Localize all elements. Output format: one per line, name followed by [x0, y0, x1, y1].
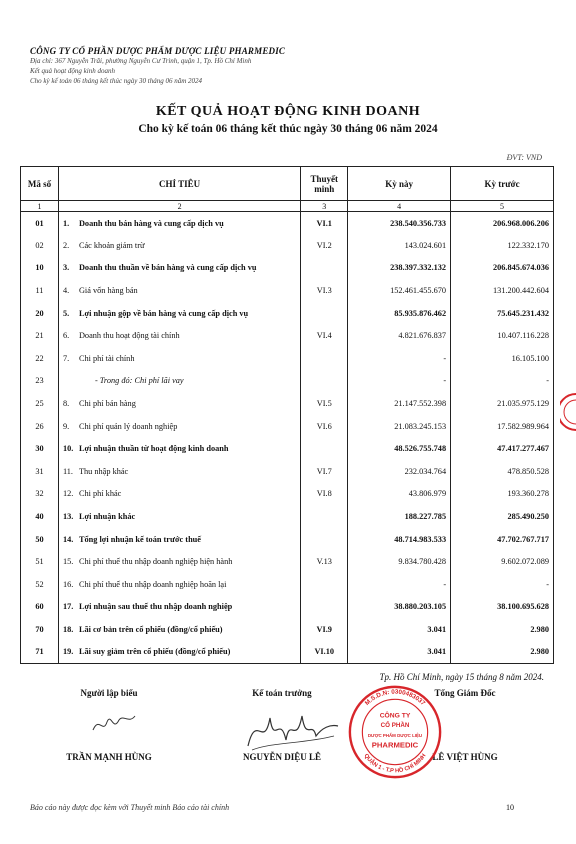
row-item	[58, 347, 300, 370]
title-block	[0, 104, 576, 135]
table-row	[21, 460, 554, 483]
currency-unit: ĐVT: VND	[506, 153, 542, 162]
col-number: 5	[451, 201, 554, 212]
row-current: 38.880.203.105	[348, 596, 451, 619]
preparer-role: Người lập biểu	[80, 688, 138, 698]
row-previous: 206.845.674.036	[451, 257, 554, 280]
place-date: Tp. Hồ Chí Minh, ngày 15 tháng 8 năm 2024.	[379, 672, 544, 682]
row-code: 70	[21, 618, 59, 641]
preparer-name: TRẦN MẠNH HÙNG	[66, 752, 152, 762]
row-previous: 122.332.170	[451, 234, 554, 257]
row-previous: 131.200.442.604	[451, 279, 554, 302]
row-note	[301, 257, 348, 280]
row-previous: 10.407.116.228	[451, 324, 554, 347]
header-note: Thuyết minh	[301, 167, 348, 201]
row-current: 152.461.455.670	[348, 279, 451, 302]
row-code: 25	[21, 392, 59, 415]
row-item	[58, 302, 300, 325]
table-row	[21, 415, 554, 438]
row-code: 60	[21, 596, 59, 619]
row-current: 43.806.979	[348, 483, 451, 506]
row-current: -	[348, 370, 451, 393]
row-number: 16.	[62, 579, 74, 589]
row-current: 3.041	[348, 618, 451, 641]
accountant-signature-image	[242, 706, 342, 754]
row-code: 71	[21, 641, 59, 664]
table-row	[21, 257, 554, 280]
row-item	[58, 596, 300, 619]
svg-text:CỔ PHẦN: CỔ PHẦN	[380, 722, 410, 730]
row-item	[58, 234, 300, 257]
row-label: - Trong đó: Chi phí lãi vay	[94, 376, 184, 386]
row-previous: 75.645.231.432	[451, 302, 554, 325]
row-previous: 9.602.072.089	[451, 550, 554, 573]
row-previous: 16.105.100	[451, 347, 554, 370]
row-item	[58, 505, 300, 528]
row-current: 143.024.601	[348, 234, 451, 257]
row-note: VI.10	[301, 641, 348, 664]
row-code: 32	[21, 483, 59, 506]
row-note: VI.6	[301, 415, 348, 438]
row-note	[301, 347, 348, 370]
row-note	[301, 596, 348, 619]
row-code: 26	[21, 415, 59, 438]
row-number: 3.	[62, 263, 70, 273]
row-current: -	[348, 573, 451, 596]
row-number: 12.	[62, 489, 74, 499]
table-row	[21, 618, 554, 641]
svg-text:PHARMEDIC: PHARMEDIC	[371, 740, 419, 750]
row-current: 85.935.876.462	[348, 302, 451, 325]
row-code: 23	[21, 370, 59, 393]
row-item	[58, 437, 300, 460]
row-number: 1.	[62, 218, 70, 228]
row-item	[58, 550, 300, 573]
row-current: -	[348, 347, 451, 370]
row-note: VI.2	[301, 234, 348, 257]
row-label: Chi phí thuế thu nhập doanh nghiệp hiện hành	[78, 557, 233, 567]
row-note: VI.4	[301, 324, 348, 347]
row-number: 11.	[62, 466, 74, 476]
row-note	[301, 573, 348, 596]
row-item	[58, 528, 300, 551]
company-address: Địa chỉ: 367 Nguyễn Trãi, phường Nguyễn Cư Trinh, quận 1, Tp. Hồ Chí Minh	[30, 57, 252, 65]
svg-text:M.S.D.N: 0300483037: M.S.D.N: 0300483037	[363, 688, 427, 707]
row-label: Lãi cơ bản trên cổ phiếu (đồng/cổ phiếu)	[78, 624, 223, 634]
row-code: 01	[21, 212, 59, 235]
table-row	[21, 279, 554, 302]
table-row	[21, 347, 554, 370]
row-previous: 2.980	[451, 641, 554, 664]
svg-text:CÔNG TY: CÔNG TY	[379, 712, 411, 720]
row-label: Lãi suy giảm trên cổ phiếu (đồng/cổ phiếu)	[78, 647, 231, 657]
table-header-row	[21, 167, 554, 201]
row-code: 21	[21, 324, 59, 347]
row-previous: -	[451, 370, 554, 393]
row-label: Chi phí bán hàng	[78, 399, 136, 409]
row-previous: 206.968.006.206	[451, 212, 554, 235]
row-item	[58, 618, 300, 641]
table-row	[21, 641, 554, 664]
accountant-name: NGUYỄN DIỆU LÊ	[242, 752, 321, 762]
row-current: 48.714.983.533	[348, 528, 451, 551]
row-label: Lợi nhuận khác	[78, 512, 136, 522]
table-row	[21, 370, 554, 393]
row-note: VI.5	[301, 392, 348, 415]
table-row	[21, 437, 554, 460]
row-note	[301, 370, 348, 393]
svg-text:DƯỢC PHẨM DƯỢC LIỆU: DƯỢC PHẨM DƯỢC LIỆU	[367, 732, 423, 738]
row-current: 21.147.552.398	[348, 392, 451, 415]
row-label: Chi phí khác	[78, 489, 122, 499]
row-item	[58, 257, 300, 280]
row-item	[58, 460, 300, 483]
row-code: 50	[21, 528, 59, 551]
row-label: Thu nhập khác	[78, 466, 129, 476]
row-note	[301, 528, 348, 551]
table-row	[21, 528, 554, 551]
col-number: 2	[58, 201, 300, 212]
row-note: VI.1	[301, 212, 348, 235]
row-number: 5.	[62, 308, 70, 318]
row-previous: 21.035.975.129	[451, 392, 554, 415]
table-row	[21, 596, 554, 619]
svg-text:QUẬN 1 - T.P HỒ CHÍ MINH: QUẬN 1 - T.P HỒ CHÍ MINH	[362, 753, 428, 775]
row-number: 4.	[62, 286, 70, 296]
row-code: 31	[21, 460, 59, 483]
table-row	[21, 550, 554, 573]
row-current: 232.034.764	[348, 460, 451, 483]
director-name: LÊ VIỆT HÙNG	[432, 752, 498, 762]
row-note: VI.7	[301, 460, 348, 483]
row-label: Lợi nhuận thuần từ hoạt động kinh doanh	[78, 444, 229, 454]
row-code: 22	[21, 347, 59, 370]
row-number: 13.	[62, 512, 74, 522]
row-current: 238.397.332.132	[348, 257, 451, 280]
row-code: 52	[21, 573, 59, 596]
row-current: 188.227.785	[348, 505, 451, 528]
company-name: CÔNG TY CỔ PHẦN DƯỢC PHẨM DƯỢC LIỆU PHARMEDIC	[30, 46, 286, 56]
col-number: 3	[301, 201, 348, 212]
director-role: Tổng Giám Đốc	[434, 688, 496, 698]
row-label: Doanh thu hoạt động tài chính	[78, 331, 180, 341]
row-item	[58, 279, 300, 302]
row-label: Tổng lợi nhuận kế toán trước thuế	[78, 534, 201, 544]
row-label: Lợi nhuận gộp về bán hàng và cung cấp dịch vụ	[78, 308, 249, 318]
header-previous: Kỳ trước	[451, 167, 554, 201]
header-item: CHỈ TIÊU	[58, 167, 300, 201]
row-number: 8.	[62, 399, 70, 409]
preparer-signature-image	[89, 708, 139, 738]
row-code: 40	[21, 505, 59, 528]
income-statement-table	[20, 166, 554, 664]
row-current: 3.041	[348, 641, 451, 664]
row-label: Các khoản giảm trừ	[78, 240, 145, 250]
row-previous: 38.100.695.628	[451, 596, 554, 619]
row-code: 20	[21, 302, 59, 325]
row-item	[58, 370, 300, 393]
row-label: Giá vốn hàng bán	[78, 286, 138, 296]
row-note	[301, 437, 348, 460]
row-item	[58, 415, 300, 438]
page-title: KẾT QUẢ HOẠT ĐỘNG KINH DOANH	[155, 104, 421, 119]
row-label: Lợi nhuận sau thuế thu nhập doanh nghiệp	[78, 602, 233, 612]
table-row	[21, 324, 554, 347]
row-item	[58, 573, 300, 596]
header-current: Kỳ này	[348, 167, 451, 201]
table-row	[21, 483, 554, 506]
row-number: 6.	[62, 331, 70, 341]
row-code: 11	[21, 279, 59, 302]
row-current: 238.540.356.733	[348, 212, 451, 235]
company-seal-image	[347, 684, 443, 780]
row-code: 51	[21, 550, 59, 573]
row-code: 30	[21, 437, 59, 460]
row-note: VI.8	[301, 483, 348, 506]
row-note: VI.3	[301, 279, 348, 302]
row-note	[301, 302, 348, 325]
row-item	[58, 212, 300, 235]
row-item	[58, 483, 300, 506]
row-number: 18.	[62, 624, 74, 634]
row-number: 9.	[62, 421, 70, 431]
column-number-row	[21, 201, 554, 212]
row-current: 9.834.780.428	[348, 550, 451, 573]
row-note	[301, 505, 348, 528]
row-number: 10.	[62, 444, 74, 454]
accountant-role: Kế toán trưởng	[252, 688, 312, 698]
row-number: 7.	[62, 353, 70, 363]
row-note: VI.9	[301, 618, 348, 641]
row-current: 21.083.245.153	[348, 415, 451, 438]
report-header	[30, 46, 550, 86]
col-number: 1	[21, 201, 59, 212]
footer-note: Báo cáo này được đọc kèm với Thuyết minh Báo cáo tài chính	[30, 803, 230, 812]
row-label: Chi phí quản lý doanh nghiệp	[78, 421, 178, 431]
row-code: 10	[21, 257, 59, 280]
row-note: V.13	[301, 550, 348, 573]
row-previous: 2.980	[451, 618, 554, 641]
row-previous: -	[451, 573, 554, 596]
report-type: Kết quả hoạt động kinh doanh	[30, 67, 115, 75]
table-row	[21, 392, 554, 415]
header-code: Mã số	[21, 167, 59, 201]
row-number: 2.	[62, 240, 70, 250]
row-current: 4.821.676.837	[348, 324, 451, 347]
page-number: 10	[506, 803, 514, 812]
row-current: 48.526.755.748	[348, 437, 451, 460]
row-number: 19.	[62, 647, 74, 657]
side-seal-image	[560, 392, 576, 432]
table-row	[21, 505, 554, 528]
row-item	[58, 641, 300, 664]
row-item	[58, 324, 300, 347]
page-subtitle: Cho kỳ kế toán 06 tháng kết thúc ngày 30 tháng 06 năm 2024	[138, 123, 438, 135]
row-previous: 285.490.250	[451, 505, 554, 528]
row-label: Doanh thu thuần về bán hàng và cung cấp dịch vụ	[78, 263, 257, 273]
row-previous: 17.582.989.964	[451, 415, 554, 438]
table-row	[21, 573, 554, 596]
table-row	[21, 212, 554, 235]
row-item	[58, 392, 300, 415]
row-number: 15.	[62, 557, 74, 567]
row-label: Chi phí tài chính	[78, 353, 135, 363]
table-row	[21, 302, 554, 325]
table-row	[21, 234, 554, 257]
row-previous: 478.850.528	[451, 460, 554, 483]
row-code: 02	[21, 234, 59, 257]
row-previous: 47.702.767.717	[451, 528, 554, 551]
row-number: 17.	[62, 602, 74, 612]
row-label: Chi phí thuế thu nhập doanh nghiệp hoãn lại	[78, 579, 227, 589]
row-label: Doanh thu bán hàng và cung cấp dịch vụ	[78, 218, 224, 228]
row-previous: 193.360.278	[451, 483, 554, 506]
row-number: 14.	[62, 534, 74, 544]
col-number: 4	[348, 201, 451, 212]
period-line: Cho kỳ kế toán 06 tháng kết thúc ngày 30 tháng 06 năm 2024	[30, 77, 203, 85]
row-previous: 47.417.277.467	[451, 437, 554, 460]
